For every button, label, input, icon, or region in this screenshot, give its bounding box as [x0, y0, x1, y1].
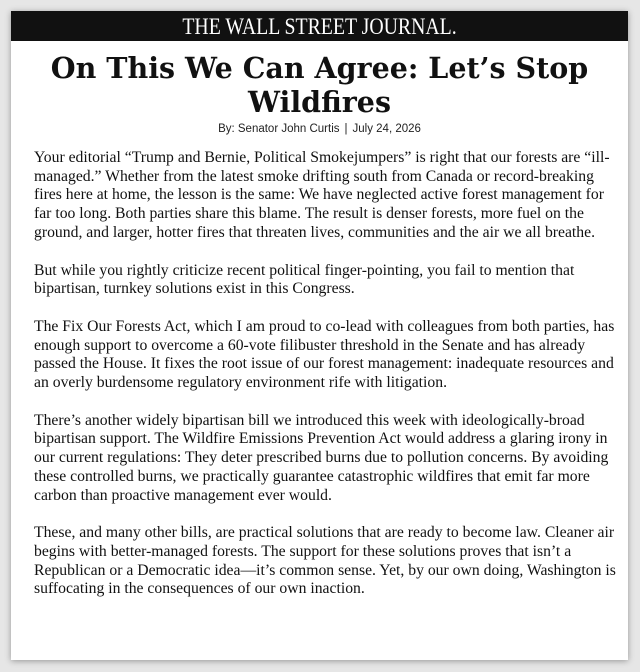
- masthead-logo: THE WALL STREET JOURNAL.: [182, 14, 457, 39]
- paragraph-4: There’s another widely bipartisan bill we introduced this week with ideologically-broad bipartisan support. The Wildfire Emissions Prevention Act would address a glaring irony in our current regulations: They deter prescribed burns due to pollution concerns. By avoiding these controlled burns, we practically guarantee catastrophic wildfires that emit far more carbon than proactive management ever would.: [34, 411, 609, 504]
- paragraph-3: The Fix Our Forests Act, which I am proud to co-lead with colleagues from both parties, has enough support to overcome a 60-vote filibuster threshold in the Senate and has already passed the House. It fixes the root issue of our forest management: inadequate resources and an overly burdensome regulatory environment rife with litigation.: [34, 317, 615, 392]
- byline: [11, 122, 628, 136]
- paragraph-2: But while you rightly criticize recent political finger-pointing, you fail to mention that bipartisan, turnkey solutions exist in this Congress.: [34, 261, 575, 298]
- masthead-bar: [11, 11, 628, 41]
- paragraph-1: Your editorial “Trump and Bernie, Political Smokejumpers” is right that our forests are “ill-managed.” Whether from the latest smoke drifting south from Canada or record-breaking fires here at home, the lesson is the same: We have neglected active forest management for far too long. Both parties share this blame. The result is denser forests, more fuel on the ground, and larger, hotter fires that threaten lives, communities and the air we all breathe.: [34, 149, 610, 241]
- article-card: [11, 11, 628, 660]
- article-body: [34, 149, 618, 618]
- byline-separator: |: [344, 123, 348, 135]
- headline: On This We Can Agree: Let’s Stop Wildfires: [50, 51, 589, 119]
- paragraph-5: These, and many other bills, are practical solutions that are ready to become law. Cleaner air begins with better-managed forests. The support for these solutions proves that isn’t a Republican or a Democratic idea—it’s common sense. Yet, by our own doing, Washington is suffocating in the consequences of our own inaction.: [34, 524, 616, 598]
- byline-date: July 24, 2026: [352, 123, 421, 135]
- byline-author: By: Senator John Curtis: [218, 123, 340, 135]
